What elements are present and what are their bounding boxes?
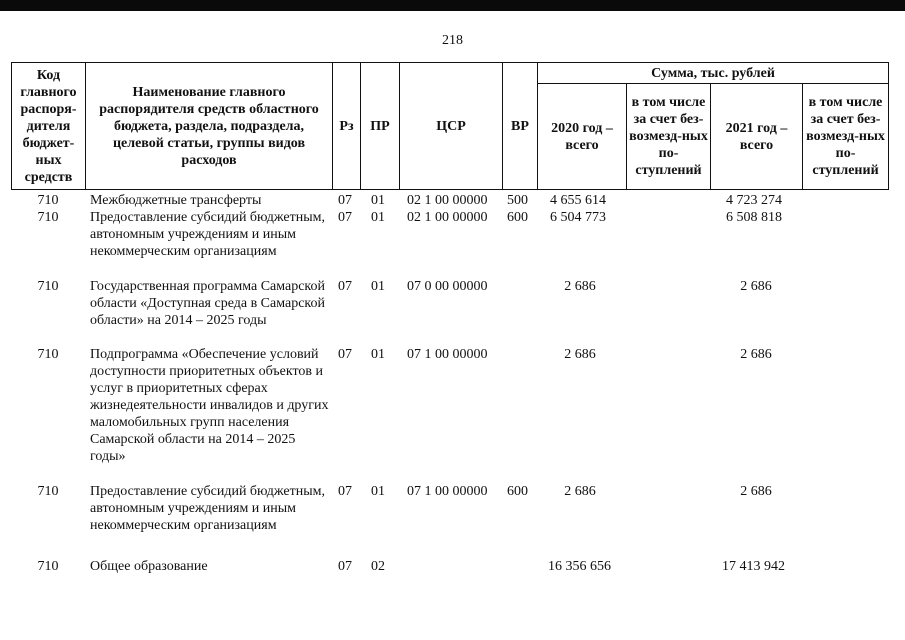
row-2-2020: 6 504 773 — [550, 210, 606, 225]
row-1-rz: 07 — [338, 193, 352, 208]
header-code: Код главного распоря-дителя бюджет-ных средств — [12, 63, 86, 190]
row-4-csr: 07 1 00 00000 — [407, 347, 488, 362]
row-6-code: 710 — [37, 559, 59, 574]
row-4-pr: 01 — [371, 347, 385, 362]
row-5-code: 710 — [37, 484, 59, 499]
row-5-vr: 600 — [507, 484, 528, 499]
row-3-name: Государственная программа Самарской области «Доступная среда в Самарской области» на 2014 – 2025 годы — [90, 279, 326, 328]
row-1-2020: 4 655 614 — [550, 193, 606, 208]
row-4-code: 710 — [37, 347, 59, 362]
row-5-csr: 07 1 00 00000 — [407, 484, 488, 499]
row-4-2021: 2 686 — [740, 347, 772, 362]
row-2-2021: 6 508 818 — [726, 210, 782, 225]
row-6-pr: 02 — [371, 559, 385, 574]
row-2-name: Предоставление субсидий бюджетным, автономным учреждениям и иным некоммерческим организациям — [90, 210, 326, 259]
row-5-name: Предоставление субсидий бюджетным, автономным учреждениям и иным некоммерческим организациям — [90, 484, 326, 533]
table-header — [11, 62, 889, 190]
row-3-2020: 2 686 — [564, 279, 596, 294]
header-2020-free: в том числе за счет без-возмезд-ных по-ступлений — [627, 84, 711, 190]
row-5-2020: 2 686 — [564, 484, 596, 499]
top-scan-border — [0, 0, 905, 11]
row-4-2020: 2 686 — [564, 347, 596, 362]
row-6-2021: 17 413 942 — [722, 559, 785, 574]
header-sum: Сумма, тыс. рублей — [538, 63, 889, 84]
header-csr: ЦСР — [400, 63, 503, 190]
row-2-rz: 07 — [338, 210, 352, 225]
row-6-2020: 16 356 656 — [548, 559, 611, 574]
row-5-pr: 01 — [371, 484, 385, 499]
row-3-rz: 07 — [338, 279, 352, 294]
row-3-2021: 2 686 — [740, 279, 772, 294]
row-6-rz: 07 — [338, 559, 352, 574]
header-vr: ВР — [503, 63, 538, 190]
row-4-rz: 07 — [338, 347, 352, 362]
page-number: 218 — [442, 33, 463, 48]
row-3-code: 710 — [37, 279, 59, 294]
row-3-csr: 07 0 00 00000 — [407, 279, 488, 294]
row-2-vr: 600 — [507, 210, 528, 225]
header-pr: ПР — [361, 63, 400, 190]
header-2020-total: 2020 год – всего — [538, 84, 627, 190]
row-3-pr: 01 — [371, 279, 385, 294]
header-name: Наименование главного распорядителя средств областного бюджета, раздела, подраздела, целевой статьи, группы видов расходов — [86, 63, 333, 190]
row-6-name: Общее образование — [90, 559, 208, 574]
row-1-name: Межбюджетные трансферты — [90, 193, 262, 208]
row-1-2021: 4 723 274 — [726, 193, 782, 208]
header-2021-free: в том числе за счет без-возмезд-ных по-ступлений — [803, 84, 889, 190]
row-5-2021: 2 686 — [740, 484, 772, 499]
row-5-rz: 07 — [338, 484, 352, 499]
row-1-pr: 01 — [371, 193, 385, 208]
row-1-code: 710 — [37, 193, 59, 208]
row-4-name: Подпрограмма «Обеспечение условий доступности приоритетных объектов и услуг в приоритетных сферах жизнедеятельности инвалидов и других маломобильных групп населения Самарской области на 2014 – 2025 годы» — [90, 347, 329, 464]
header-rz: Рз — [333, 63, 361, 190]
header-2021-total: 2021 год – всего — [711, 84, 803, 190]
row-1-csr: 02 1 00 00000 — [407, 193, 488, 208]
row-2-csr: 02 1 00 00000 — [407, 210, 488, 225]
row-2-code: 710 — [37, 210, 59, 225]
row-2-pr: 01 — [371, 210, 385, 225]
row-1-vr: 500 — [507, 193, 528, 208]
